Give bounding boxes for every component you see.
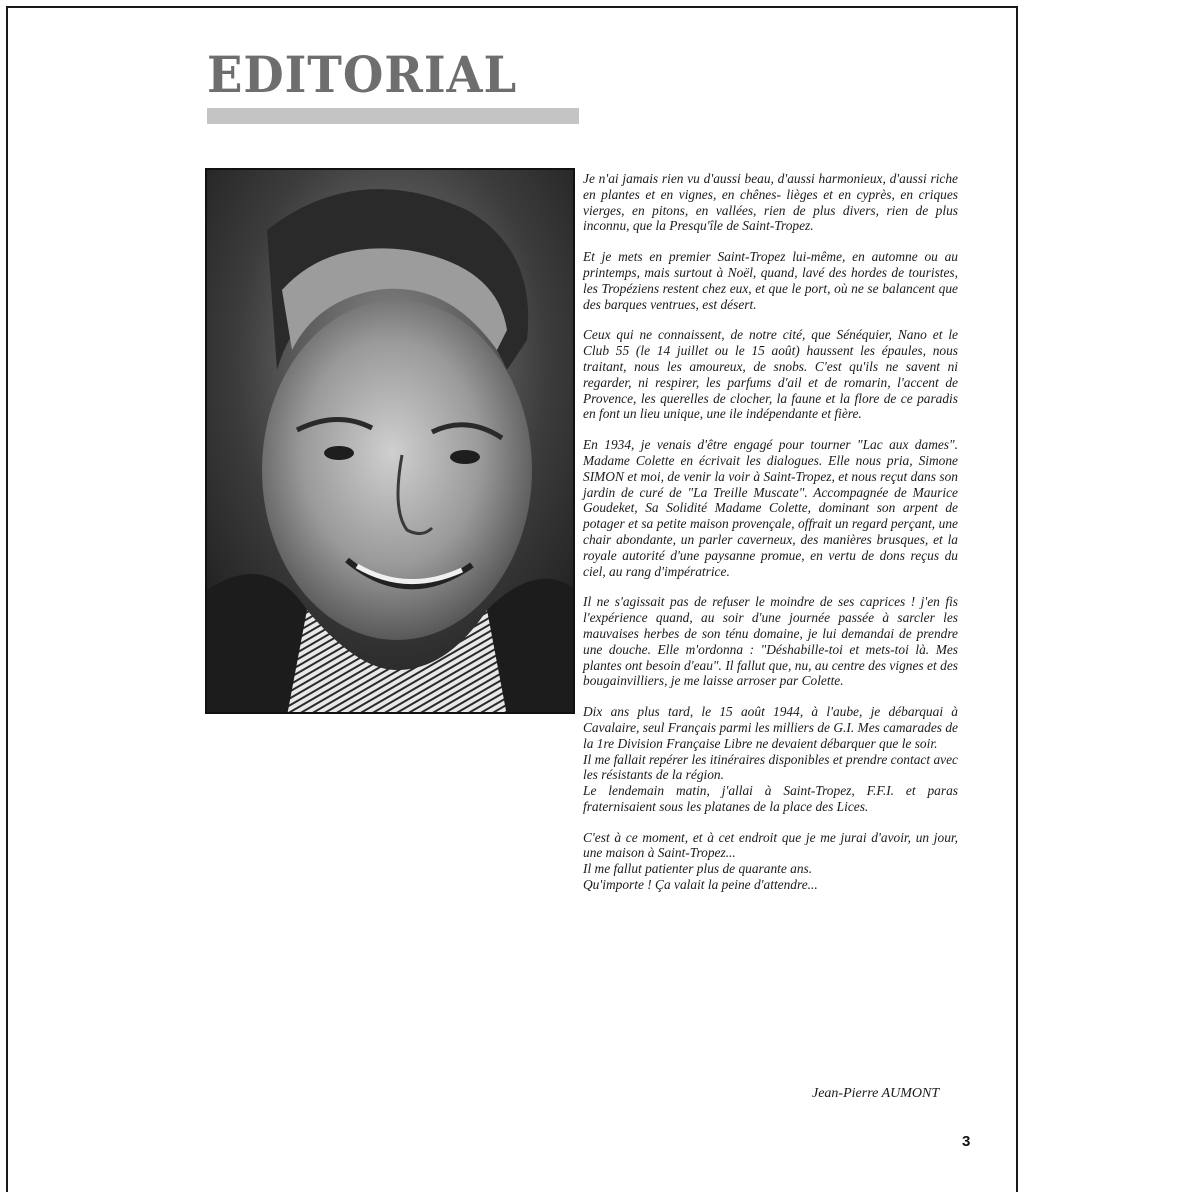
- paragraph: Il ne s'agissait pas de refuser le moindre de ses caprices ! j'en fis l'expérience quand, au soir d'une journée passée à sarcler les mauvaises herbes de son ténu domaine, je lui demandai de prendre une douche. Elle m'ordonna : "Déshabille-toi et mets-toi là. Mes plantes ont besoin d'eau". Il fallut que, nu, au centre des vignes et des bougainvilliers, je me laisse arroser par Colette.: [583, 594, 958, 689]
- paragraph: Ceux qui ne connaissent, de notre cité, que Sénéquier, Nano et le Club 55 (le 14 juillet ou le 15 août) haussent les épaules, nous traitant, nous les amoureux, de snobs. C'est qu'ils ne savent ni regarder, ni respirer, les parfums d'ail et de romarin, l'accent de Provence, les querelles de clocher, la faune et la flore de ce paradis en font un lieu unique, une ile indépendante et fière.: [583, 327, 958, 422]
- page-number: 3: [962, 1133, 971, 1150]
- author-signature: Jean-Pierre AUMONT: [812, 1086, 940, 1101]
- title-underline-bar: [207, 108, 579, 124]
- editorial-body: [583, 171, 958, 908]
- paragraph: Dix ans plus tard, le 15 août 1944, à l'aube, je débarquai à Cavalaire, seul Français parmi les milliers de G.I. Mes camarades de la 1re Division Française Libre ne devaient débarquer que le soir. Il me fallait repérer les itinéraires disponibles et prendre contact avec les résistants de la région. Le lendemain matin, j'allai à Saint-Tropez, F.F.I. et paras fraternisaient sous les platanes de la place des Lices.: [583, 704, 958, 814]
- paragraph: Je n'ai jamais rien vu d'aussi beau, d'aussi harmonieux, d'aussi riche en plantes et en vignes, en chênes- lièges et en cyprès, en criques vierges, en pitons, en vallées, rien de plus divers, rien de plus inconnu, que la Presqu'île de Saint-Tropez.: [583, 171, 958, 234]
- portrait-illustration: [207, 170, 575, 714]
- author-portrait-photo: [205, 168, 575, 714]
- paragraph: C'est à ce moment, et à cet endroit que je me jurai d'avoir, un jour, une maison à Saint-Tropez... Il me fallut patienter plus de quarante ans. Qu'importe ! Ça valait la peine d'attendre...: [583, 829, 958, 893]
- paragraph: En 1934, je venais d'être engagé pour tourner "Lac aux dames". Madame Colette en écrivait les dialogues. Elle nous pria, Simone SIMON et moi, de venir la voir à Saint-Tropez, et nous reçut dans son jardin de curé de "La Treille Muscate". Accompagnée de Maurice Goudeket, Sa Solidité Madame Colette, dominant son arpent de potager et sa petite maison provençale, offrait un regard perçant, une chair abondante, un parler caverneux, des manières brusques, et la royale autorité d'une paysanne promue, en vertu de dons reçus du ciel, au rang d'impératrice.: [583, 437, 958, 579]
- paragraph: Et je mets en premier Saint-Tropez lui-même, en automne ou au printemps, mais surtout à Noël, quand, lavé des hordes de touristes, les Tropéziens restent chez eux, et que le port, où ne se balancent que des barques ventrues, est désert.: [583, 249, 958, 312]
- page-title: EDITORIAL: [207, 45, 518, 104]
